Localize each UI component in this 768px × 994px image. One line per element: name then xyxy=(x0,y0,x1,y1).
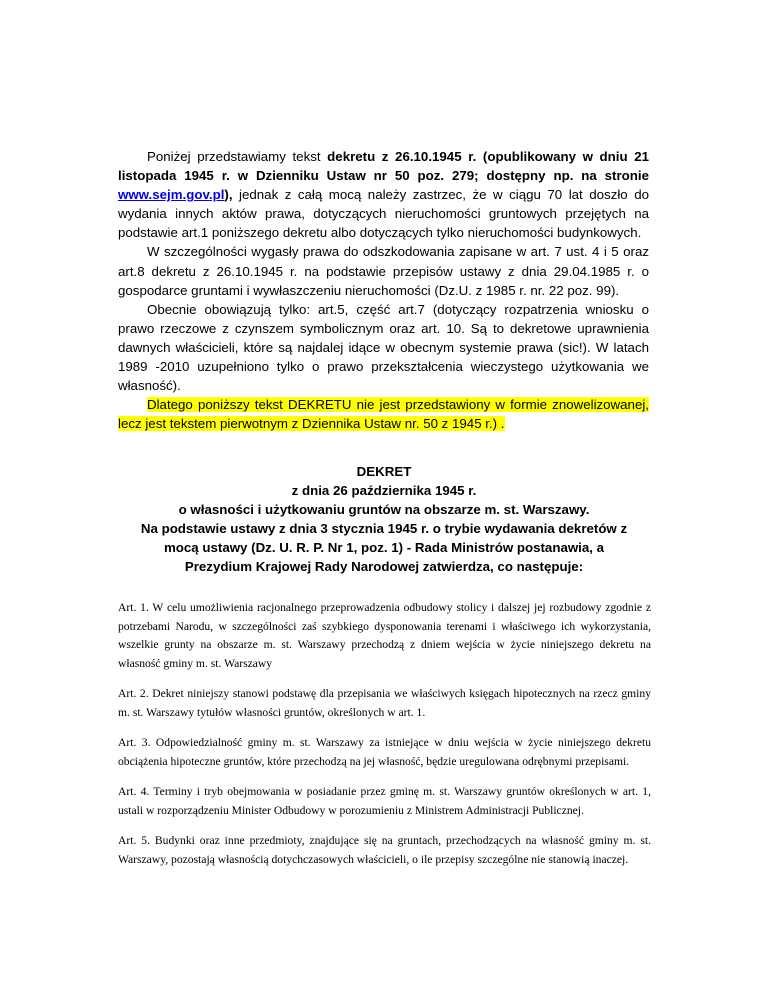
decree-preamble-1: Na podstawie ustawy z dnia 3 stycznia 1945 r. o trybie wydawania dekretów z xyxy=(140,521,628,536)
intro-paragraph-2: W szczególności wygasły prawa do odszkodowania zapisane w art. 7 ust. 4 i 5 oraz art.8 dekretu z 26.10.1945 r. na podstawie przepisów ustawy z dnia 29.04.1985 r. o gospodarce gruntami i wywłaszczeniu nieruchomości (Dz.U. z 1985 r. nr. 22 poz. 99). xyxy=(118,244,649,298)
intro-paragraph-3: Obecnie obowiązują tylko: art.5, część art.7 (dotyczący rozpatrzenia wniosku o prawo rzeczowe z czynszem symbolicznym oraz art. 10. Są to dekretowe uprawnienia dawnych właścicieli, które są najdalej idące w obecnym systemie prawa (sic!). W latach 1989 -2010 uzupełniono tylko o prawo przekształcenia wieczystego użytkowania we własność). xyxy=(118,301,649,394)
decree-subject: o własności i użytkowaniu gruntów na obszarze m. st. Warszawy. xyxy=(178,502,590,517)
decree-preamble-2: mocą ustawy (Dz. U. R. P. Nr 1, poz. 1) - Rada Ministrów postanawia, a xyxy=(163,540,605,555)
intro-paragraph-4 xyxy=(118,395,649,433)
intro-bold-punct: ), xyxy=(224,187,233,203)
sejm-link[interactable]: www.sejm.gov.pl xyxy=(118,187,225,203)
intro-text: Poniżej przedstawiamy tekst xyxy=(147,149,328,164)
intro-paragraph-1 xyxy=(118,147,649,242)
articles-list xyxy=(118,599,651,881)
decree-date: z dnia 26 października 1945 r. xyxy=(291,483,477,498)
highlighted-note: Dlatego poniższy tekst DEKRETU nie jest przedstawiony w formie znowelizowanej, lecz jest tekstem pierwotnym z Dziennika Ustaw nr. 50 z 1945 r.) . xyxy=(118,397,649,432)
article-2: Art. 2. Dekret niniejszy stanowi podstawę dla przepisania we właściwych księgach hipotecznych na rzecz gminy m. st. Warszawy tytułów własności gruntów, określonych w art. 1. xyxy=(118,687,651,719)
decree-title-block xyxy=(96,462,672,576)
article-3: Art. 3. Odpowiedzialność gminy m. st. Warszawy za istniejące w dniu wejścia w życie niniejszego dekretu obciążenia hipoteczne gruntów, które przechodzą na jej własność, będzie uregulowana odrębnymi przepisami. xyxy=(118,736,651,768)
intro-bold-text: dekretu z 26.10.1945 r. (opublikowany w dniu 21 listopada 1945 r. w Dzienniku Ustaw nr 50 poz. 279; dostępny np. na stronie xyxy=(118,149,650,184)
article-4: Art. 4. Terminy i tryb obejmowania w posiadanie przez gminę m. st. Warszawy gruntów określonych w art. 1, ustali w rozporządzeniu Minister Odbudowy w porozumieniu z Ministrem Administracji Publicznej. xyxy=(118,785,651,817)
decree-title: DEKRET xyxy=(356,464,412,479)
article-5: Art. 5. Budynki oraz inne przedmioty, znajdujące się na gruntach, przechodzących na własność gminy m. st. Warszawy, pozostają własnością dotychczasowych właścicieli, o ile przepisy szczególne nie stanowią inaczej. xyxy=(118,834,651,866)
intro-section xyxy=(118,147,649,433)
article-1: Art. 1. W celu umożliwienia racjonalnego przeprowadzenia odbudowy stolicy i dalszej jej rozbudowy zgodnie z potrzebami Narodu, w szczególności zaś szybkiego dysponowania terenami i właściwego ich wykorzystania, wszelkie grunty na obszarze m. st. Warszawy przechodzą z dniem wejścia w życie niniejszego dekretu na własność gminy m. st. Warszawy xyxy=(118,601,651,670)
decree-preamble-3: Prezydium Krajowej Rady Narodowej zatwierdza, co następuje: xyxy=(184,559,584,574)
intro-text-cont: jednak z całą mocą należy zastrzec, że w ciągu 70 lat doszło do wydania innych aktów prawa, dotyczących nieruchomości gruntowych przejętych na podstawie art.1 poniższego dekretu albo dotyczących tylko nieruchomości budynkowych. xyxy=(118,187,649,241)
